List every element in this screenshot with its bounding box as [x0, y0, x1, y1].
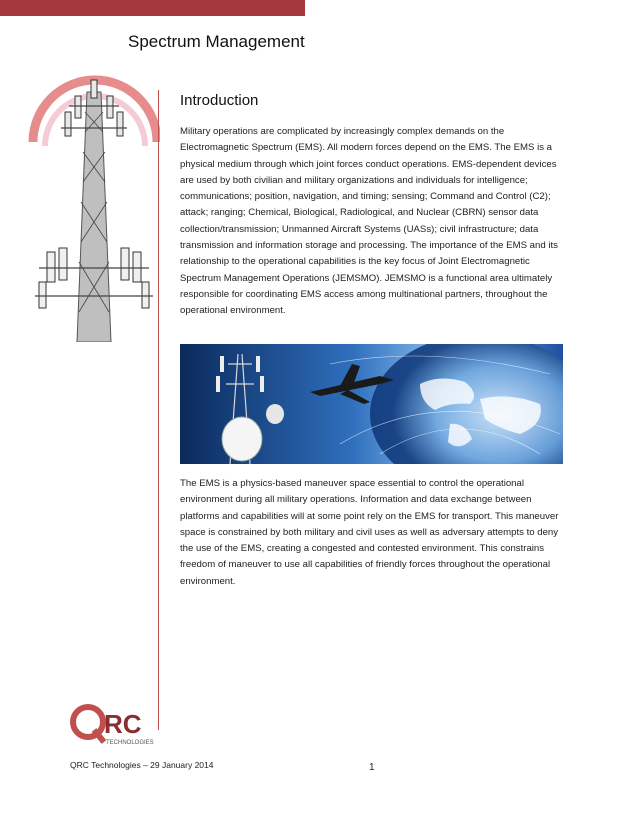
intro-paragraph: Military operations are complicated by increasingly complex demands on the Electromagnetic Spectrum (EMS). All modern forces depend on the EMS. The EMS is a physical medium through which joint forces conduct operations. EMS-dependent devices are used by both civilian and military organizations and individuals for intelligence; communications; position, navigation, and timing; sensing; Command and Control (C2); attack; ranging; Chemical, Biological, Radiological, and Nuclear (CBRN) sensor data collection/transmission; Unmanned Aircraft Systems (UASs); civil infrastructure; data transmission and information storage and processing. The importance of the EMS and its relationship to the operational capabilities is the key focus of Joint Electromagnetic Spectrum Management Operations (JEMSMO). JEMSMO is a functional area ultimately responsible for coordinating EMS access among multinational partners, throughout the operational environment.	[180, 126, 558, 317]
ems-banner-image	[180, 344, 563, 464]
section-heading: Introduction	[180, 92, 259, 109]
vertical-divider	[158, 90, 159, 730]
document-title: Spectrum Management	[128, 32, 305, 51]
svg-text:TECHNOLOGIES: TECHNOLOGIES	[106, 740, 154, 746]
cell-tower-image	[25, 72, 160, 342]
top-accent-bar	[0, 0, 305, 16]
svg-text:RC: RC	[104, 709, 142, 739]
body-paragraph: The EMS is a physics-based maneuver space essential to control the operational environment during all military operations. Information and data exchange between platforms and capabilities will at some point rely on the EMS for transport. This maneuver space is constrained by both military and civil uses as well as adversary attempts to deny the use of the EMS, creating a congested and contested environment. This constrains freedom of maneuver to use all capabilities of friendly forces throughout the operational environment.	[180, 478, 559, 587]
page-number: 1	[369, 762, 375, 773]
qrc-logo	[70, 700, 160, 748]
footer-text: QRC Technologies – 29 January 2014	[70, 760, 214, 770]
